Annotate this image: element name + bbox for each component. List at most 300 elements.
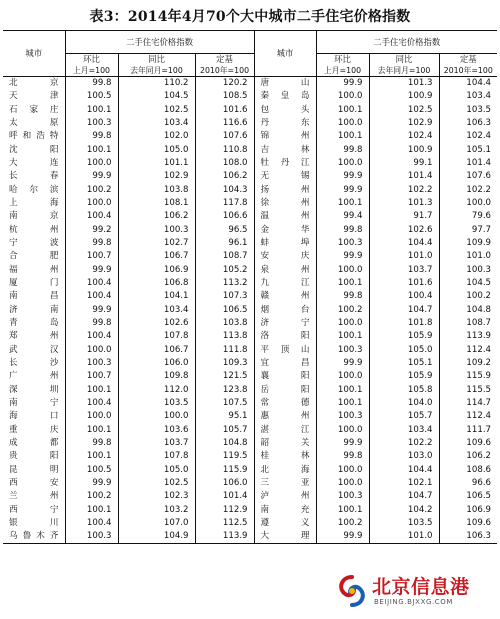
yoy-cell: 102.9: [369, 117, 439, 130]
city-cell: 湛江: [254, 424, 316, 437]
yoy-cell: 104.2: [369, 504, 439, 517]
city-cell: 吉林: [254, 144, 316, 157]
yoy-cell: 106.9: [118, 264, 195, 277]
table-row: [3, 277, 497, 290]
yoy-cell: 101.8: [369, 317, 439, 330]
mom-cell: 100.2: [316, 517, 369, 530]
base-cell: 109.9: [439, 237, 497, 250]
city-cell: 银川: [9, 517, 59, 528]
table-row: [3, 384, 497, 397]
yoy-cell: 102.5: [118, 477, 195, 490]
base-cell: 109.2: [439, 357, 497, 370]
city-cell: 南充: [254, 504, 316, 517]
city-cell: 西安: [9, 478, 59, 488]
base-cell: 106.2: [195, 170, 254, 183]
base-cell: 111.8: [195, 344, 254, 357]
table-row: [3, 517, 497, 530]
city-cell: 海口: [9, 411, 59, 422]
header-city-right: 城市: [254, 31, 316, 77]
yoy-cell: 103.8: [118, 184, 195, 197]
base-cell: 105.2: [195, 264, 254, 277]
city-cell: 天津: [9, 91, 59, 102]
city-cell: 扬州: [254, 184, 316, 197]
city-cell: 上海: [9, 198, 59, 209]
base-cell: 108.7: [195, 250, 254, 263]
yoy-cell: 105.7: [369, 410, 439, 423]
base-cell: 116.6: [195, 117, 254, 130]
yoy-cell: 102.2: [369, 184, 439, 197]
mom-cell: 99.9: [65, 477, 118, 490]
city-cell: 西宁: [9, 504, 59, 515]
city-cell: 桂林: [254, 450, 316, 463]
base-cell: 112.5: [195, 517, 254, 530]
yoy-cell: 102.3: [118, 490, 195, 503]
base-cell: 108.5: [195, 90, 254, 103]
yoy-cell: 102.4: [369, 130, 439, 143]
table-row: [3, 397, 497, 410]
base-cell: 96.5: [195, 224, 254, 237]
city-cell: 遵义: [254, 517, 316, 530]
mom-cell: 100.0: [316, 477, 369, 490]
yoy-cell: 102.2: [369, 437, 439, 450]
city-cell: 丹东: [254, 117, 316, 130]
yoy-cell: 108.1: [118, 197, 195, 210]
mom-cell: 100.0: [316, 157, 369, 170]
table-row: [3, 184, 497, 197]
mom-cell: 100.3: [65, 117, 118, 130]
city-cell: 洛阳: [254, 330, 316, 343]
price-index-table: [3, 30, 497, 544]
city-cell: 郑州: [9, 331, 59, 342]
yoy-cell: 105.0: [118, 464, 195, 477]
mom-cell: 99.8: [316, 224, 369, 237]
header-city-left: 城市: [3, 31, 65, 77]
table-row: [3, 144, 497, 157]
yoy-cell: 107.0: [118, 517, 195, 530]
base-cell: 104.4: [439, 77, 497, 91]
yoy-cell: 103.7: [118, 437, 195, 450]
base-cell: 115.5: [439, 384, 497, 397]
base-cell: 96.6: [439, 477, 497, 490]
mom-cell: 100.1: [316, 397, 369, 410]
yoy-cell: 103.4: [118, 304, 195, 317]
mom-cell: 100.4: [65, 397, 118, 410]
yoy-cell: 102.6: [118, 317, 195, 330]
mom-cell: 99.8: [65, 130, 118, 143]
mom-cell: 100.1: [316, 504, 369, 517]
mom-cell: 100.3: [65, 530, 118, 544]
city-cell: 济南: [9, 304, 59, 315]
yoy-cell: 112.0: [118, 384, 195, 397]
city-cell: 大理: [254, 530, 316, 544]
yoy-cell: 91.7: [369, 210, 439, 223]
yoy-cell: 104.0: [369, 397, 439, 410]
yoy-cell: 101.0: [369, 250, 439, 263]
table-row: [3, 290, 497, 303]
city-cell: 重庆: [9, 424, 59, 435]
base-cell: 106.3: [439, 530, 497, 544]
table-row: [3, 530, 497, 544]
base-cell: 100.3: [439, 264, 497, 277]
table-row: [3, 330, 497, 343]
city-cell: 南宁: [9, 398, 59, 409]
mom-cell: 100.3: [65, 357, 118, 370]
base-cell: 106.5: [195, 304, 254, 317]
base-cell: 106.5: [439, 490, 497, 503]
base-cell: 96.1: [195, 237, 254, 250]
base-cell: 109.6: [439, 437, 497, 450]
city-cell: 唐山: [254, 77, 316, 91]
mom-cell: 100.1: [316, 104, 369, 117]
table-row: [3, 210, 497, 223]
mom-cell: 99.2: [65, 224, 118, 237]
mom-cell: 100.3: [316, 344, 369, 357]
mom-cell: 100.0: [65, 344, 118, 357]
table-row: [3, 344, 497, 357]
base-cell: 113.9: [439, 330, 497, 343]
yoy-cell: 104.7: [369, 304, 439, 317]
city-cell: 无锡: [254, 170, 316, 183]
mom-cell: 99.9: [65, 304, 118, 317]
table-row: [3, 264, 497, 277]
table-row: [3, 250, 497, 263]
city-cell: 济宁: [254, 317, 316, 330]
city-cell: 杭州: [9, 224, 59, 235]
base-cell: 112.4: [439, 410, 497, 423]
city-cell: 烟台: [254, 304, 316, 317]
watermark-url: BEIJING.BJXXG.COM: [374, 598, 454, 606]
base-cell: 115.9: [195, 464, 254, 477]
yoy-cell: 100.4: [369, 290, 439, 303]
yoy-cell: 103.5: [369, 517, 439, 530]
mom-cell: 99.9: [316, 250, 369, 263]
mom-cell: 99.9: [316, 170, 369, 183]
city-cell: 秦皇岛: [254, 90, 316, 103]
base-cell: 102.2: [439, 184, 497, 197]
yoy-cell: 101.1: [118, 157, 195, 170]
base-cell: 119.5: [195, 450, 254, 463]
base-cell: 103.8: [195, 317, 254, 330]
yoy-cell: 104.5: [118, 90, 195, 103]
yoy-cell: 99.1: [369, 157, 439, 170]
yoy-cell: 102.0: [118, 130, 195, 143]
mom-cell: 100.1: [65, 384, 118, 397]
city-cell: 长沙: [9, 358, 59, 369]
yoy-cell: 107.8: [118, 330, 195, 343]
mom-cell: 99.4: [316, 210, 369, 223]
mom-cell: 99.9: [65, 264, 118, 277]
table-row: [3, 90, 497, 103]
city-cell: 平顶山: [254, 344, 316, 357]
table-row: [3, 130, 497, 143]
table-row: [3, 424, 497, 437]
mom-cell: 99.9: [316, 357, 369, 370]
table-row: [3, 437, 497, 450]
yoy-cell: 102.9: [118, 170, 195, 183]
city-cell: 宁波: [9, 238, 59, 249]
mom-cell: 100.4: [65, 290, 118, 303]
base-cell: 107.6: [195, 130, 254, 143]
base-cell: 101.4: [195, 490, 254, 503]
base-cell: 109.3: [195, 357, 254, 370]
city-cell: 兰州: [9, 491, 59, 502]
yoy-cell: 109.8: [118, 370, 195, 383]
mom-cell: 99.9: [316, 77, 369, 91]
table-row: [3, 170, 497, 183]
base-cell: 104.8: [195, 437, 254, 450]
yoy-cell: 103.6: [118, 424, 195, 437]
base-cell: 106.3: [439, 117, 497, 130]
mom-cell: 100.1: [65, 504, 118, 517]
mom-cell: 99.8: [65, 77, 118, 91]
mom-cell: 100.1: [316, 330, 369, 343]
base-cell: 100.0: [439, 197, 497, 210]
yoy-cell: 100.9: [369, 144, 439, 157]
yoy-cell: 103.2: [118, 504, 195, 517]
mom-cell: 100.4: [65, 517, 118, 530]
yoy-cell: 105.9: [369, 330, 439, 343]
base-cell: 104.8: [439, 304, 497, 317]
city-cell: 宜昌: [254, 357, 316, 370]
mom-cell: 100.1: [316, 130, 369, 143]
yoy-cell: 110.2: [118, 77, 195, 91]
mom-cell: 99.9: [316, 437, 369, 450]
city-cell: 岳阳: [254, 384, 316, 397]
table-row: [3, 237, 497, 250]
city-cell: 武汉: [9, 344, 59, 355]
mom-cell: 99.8: [316, 450, 369, 463]
yoy-cell: 101.6: [369, 277, 439, 290]
mom-cell: 100.1: [65, 424, 118, 437]
city-cell: 蚌埠: [254, 237, 316, 250]
city-cell: 昆明: [9, 464, 59, 475]
base-cell: 113.8: [195, 330, 254, 343]
city-cell: 广州: [9, 371, 59, 382]
base-cell: 109.6: [439, 517, 497, 530]
base-cell: 95.1: [195, 410, 254, 423]
city-cell: 青岛: [9, 318, 59, 329]
yoy-cell: 100.0: [118, 410, 195, 423]
city-cell: 泉州: [254, 264, 316, 277]
base-cell: 105.1: [439, 144, 497, 157]
yoy-cell: 102.1: [369, 477, 439, 490]
city-cell: 温州: [254, 210, 316, 223]
base-cell: 79.6: [439, 210, 497, 223]
header-base-left: 定基 2010年=100: [195, 54, 254, 77]
mom-cell: 100.0: [65, 197, 118, 210]
base-cell: 106.6: [195, 210, 254, 223]
yoy-cell: 104.4: [369, 237, 439, 250]
base-cell: 104.3: [195, 184, 254, 197]
mom-cell: 99.8: [316, 290, 369, 303]
city-cell: 福州: [9, 264, 59, 275]
mom-cell: 100.1: [65, 450, 118, 463]
city-cell: 南昌: [9, 291, 59, 302]
yoy-cell: 106.8: [118, 277, 195, 290]
city-cell: 合肥: [9, 251, 59, 262]
city-cell: 韶关: [254, 437, 316, 450]
yoy-cell: 103.4: [118, 117, 195, 130]
yoy-cell: 105.0: [118, 144, 195, 157]
mom-cell: 100.4: [65, 210, 118, 223]
yoy-cell: 105.1: [369, 357, 439, 370]
base-cell: 107.5: [195, 397, 254, 410]
table-row: [3, 104, 497, 117]
mom-cell: 100.0: [316, 424, 369, 437]
base-cell: 113.9: [195, 530, 254, 544]
yoy-cell: 105.9: [369, 370, 439, 383]
yoy-cell: 101.3: [369, 197, 439, 210]
header-yoy-left: 同比 去年同月=100: [118, 54, 195, 77]
city-cell: 深圳: [9, 384, 59, 395]
base-cell: 104.5: [439, 277, 497, 290]
header-mom-right: 环比 上月=100: [316, 54, 369, 77]
city-cell: 贵阳: [9, 451, 59, 462]
mom-cell: 100.7: [65, 250, 118, 263]
mom-cell: 100.1: [316, 197, 369, 210]
header-group-left: 二手住宅价格指数: [65, 31, 254, 54]
swirl-logo-icon: [334, 573, 370, 609]
yoy-cell: 103.0: [369, 450, 439, 463]
table-row: [3, 464, 497, 477]
yoy-cell: 106.7: [118, 250, 195, 263]
base-cell: 108.7: [439, 317, 497, 330]
mom-cell: 100.0: [316, 90, 369, 103]
base-cell: 107.3: [195, 290, 254, 303]
city-cell: 乌鲁木齐: [3, 530, 65, 544]
city-cell: 石家庄: [9, 104, 59, 115]
yoy-cell: 102.6: [369, 224, 439, 237]
base-cell: 115.9: [439, 370, 497, 383]
watermark: [334, 571, 492, 611]
yoy-cell: 105.0: [369, 344, 439, 357]
table-row: [3, 224, 497, 237]
yoy-cell: 103.7: [369, 264, 439, 277]
yoy-cell: 101.0: [369, 530, 439, 544]
base-cell: 106.2: [439, 450, 497, 463]
base-cell: 117.8: [195, 197, 254, 210]
watermark-name: 北京信息港: [372, 576, 470, 598]
yoy-cell: 104.7: [369, 490, 439, 503]
mom-cell: 100.0: [316, 117, 369, 130]
mom-cell: 99.9: [316, 184, 369, 197]
base-cell: 105.7: [195, 424, 254, 437]
city-cell: 包头: [254, 104, 316, 117]
table-title: 表3：2014年4月70个大中城市二手住宅价格指数: [89, 9, 411, 25]
table-row: [3, 490, 497, 503]
mom-cell: 100.0: [316, 464, 369, 477]
mom-cell: 100.1: [316, 384, 369, 397]
table-row: [3, 317, 497, 330]
city-cell: 九江: [254, 277, 316, 290]
mom-cell: 99.8: [316, 144, 369, 157]
mom-cell: 99.8: [65, 437, 118, 450]
base-cell: 111.7: [439, 424, 497, 437]
header-base-right: 定基 2010年=100: [439, 54, 497, 77]
header-group-right: 二手住宅价格指数: [316, 31, 497, 54]
mom-cell: 100.3: [316, 237, 369, 250]
yoy-cell: 105.8: [369, 384, 439, 397]
base-cell: 103.4: [439, 90, 497, 103]
table-row: [3, 477, 497, 490]
city-cell: 赣州: [254, 290, 316, 303]
mom-cell: 99.8: [65, 317, 118, 330]
mom-cell: 100.0: [65, 410, 118, 423]
mom-cell: 100.2: [65, 184, 118, 197]
table-row: [3, 157, 497, 170]
city-cell: 牡丹江: [254, 157, 316, 170]
mom-cell: 100.1: [316, 277, 369, 290]
base-cell: 108.0: [195, 157, 254, 170]
base-cell: 110.8: [195, 144, 254, 157]
city-cell: 锦州: [254, 130, 316, 143]
yoy-cell: 106.2: [118, 210, 195, 223]
city-cell: 北海: [254, 464, 316, 477]
mom-cell: 99.9: [65, 170, 118, 183]
mom-cell: 100.0: [316, 264, 369, 277]
mom-cell: 99.9: [316, 530, 369, 544]
base-cell: 120.2: [195, 77, 254, 91]
table-row: [3, 357, 497, 370]
yoy-cell: 107.8: [118, 450, 195, 463]
base-cell: 114.7: [439, 397, 497, 410]
header-mom-left: 环比 上月=100: [65, 54, 118, 77]
city-cell: 泸州: [254, 490, 316, 503]
mom-cell: 99.8: [65, 237, 118, 250]
base-cell: 101.0: [439, 250, 497, 263]
mom-cell: 100.3: [316, 410, 369, 423]
yoy-cell: 103.5: [118, 397, 195, 410]
table-row: [3, 370, 497, 383]
mom-cell: 100.7: [65, 370, 118, 383]
table-row: [3, 504, 497, 517]
base-cell: 107.6: [439, 170, 497, 183]
mom-cell: 100.4: [65, 277, 118, 290]
city-cell: 长春: [9, 171, 59, 182]
city-cell: 呼和浩特: [9, 131, 59, 142]
base-cell: 106.9: [439, 504, 497, 517]
yoy-cell: 102.5: [118, 104, 195, 117]
city-cell: 南京: [9, 211, 59, 222]
mom-cell: 100.0: [316, 317, 369, 330]
city-cell: 北京: [9, 78, 59, 89]
yoy-cell: 100.3: [118, 224, 195, 237]
base-cell: 100.2: [439, 290, 497, 303]
yoy-cell: 102.7: [118, 237, 195, 250]
city-cell: 惠州: [254, 410, 316, 423]
yoy-cell: 106.7: [118, 344, 195, 357]
city-cell: 金华: [254, 224, 316, 237]
city-cell: 安庆: [254, 250, 316, 263]
yoy-cell: 101.3: [369, 77, 439, 91]
table-row: [3, 117, 497, 130]
base-cell: 101.4: [439, 157, 497, 170]
base-cell: 112.4: [439, 344, 497, 357]
base-cell: 112.9: [195, 504, 254, 517]
mom-cell: 100.2: [65, 490, 118, 503]
city-cell: 太原: [9, 118, 59, 129]
yoy-cell: 102.5: [369, 104, 439, 117]
city-cell: 常德: [254, 397, 316, 410]
city-cell: 大连: [9, 158, 59, 169]
mom-cell: 100.2: [316, 304, 369, 317]
base-cell: 101.6: [195, 104, 254, 117]
base-cell: 113.2: [195, 277, 254, 290]
mom-cell: 100.5: [65, 464, 118, 477]
mom-cell: 100.0: [316, 370, 369, 383]
base-cell: 123.8: [195, 384, 254, 397]
base-cell: 106.0: [195, 477, 254, 490]
